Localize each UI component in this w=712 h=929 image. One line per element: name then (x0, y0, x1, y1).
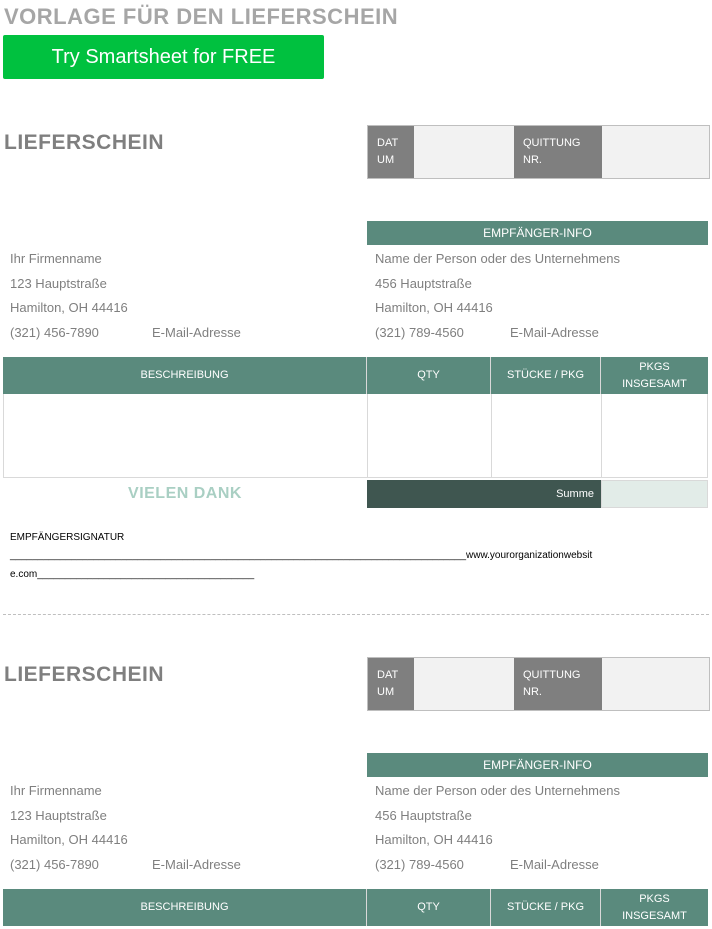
recipient-name[interactable]: Name der Person oder des Unternehmens (375, 783, 620, 798)
sender-phone[interactable]: (321) 456-7890 (10, 325, 99, 340)
signature-label: EMPFÄNGERSIGNATUR (10, 532, 125, 543)
date-label: DAT UM (368, 126, 414, 178)
sender-phone[interactable]: (321) 456-7890 (10, 857, 99, 872)
receipt-number-field[interactable] (602, 126, 709, 178)
pieces-cell[interactable] (492, 394, 602, 477)
signature-line-continued: e.com_______________________________________ (10, 569, 255, 580)
column-pieces-per-pkg: STÜCKE / PKG (491, 357, 601, 394)
meta-box (367, 657, 710, 711)
date-field[interactable] (414, 658, 514, 710)
recipient-email[interactable]: E-Mail-Adresse (510, 325, 599, 340)
date-label: DAT UM (368, 658, 414, 710)
column-description: BESCHREIBUNG (3, 889, 367, 926)
sender-company[interactable]: Ihr Firmenname (10, 783, 102, 798)
column-description: BESCHREIBUNG (3, 357, 367, 394)
sender-email[interactable]: E-Mail-Adresse (152, 857, 241, 872)
recipient-phone[interactable]: (321) 789-4560 (375, 325, 464, 340)
try-smartsheet-button[interactable]: Try Smartsheet for FREE (3, 35, 324, 79)
recipient-city[interactable]: Hamilton, OH 44416 (375, 832, 493, 847)
sum-field[interactable] (601, 480, 708, 508)
sender-street[interactable]: 123 Hauptstraße (10, 808, 107, 823)
column-qty: QTY (367, 889, 491, 926)
recipient-email[interactable]: E-Mail-Adresse (510, 857, 599, 872)
qty-cell[interactable] (368, 394, 492, 477)
recipient-street[interactable]: 456 Hauptstraße (375, 808, 472, 823)
description-cell[interactable] (4, 394, 368, 477)
receipt-label: QUITTUNG NR. (514, 658, 602, 710)
meta-box (367, 125, 710, 179)
delivery-slip-title: LIEFERSCHEIN (4, 663, 165, 686)
sender-city[interactable]: Hamilton, OH 44416 (10, 300, 128, 315)
recipient-street[interactable]: 456 Hauptstraße (375, 276, 472, 291)
column-total-pkgs: PKGS INSGESAMT (622, 892, 687, 922)
column-total-pkgs: PKGS INSGESAMT (622, 360, 687, 390)
recipient-city[interactable]: Hamilton, OH 44416 (375, 300, 493, 315)
sender-street[interactable]: 123 Hauptstraße (10, 276, 107, 291)
sender-city[interactable]: Hamilton, OH 44416 (10, 832, 128, 847)
date-field[interactable] (414, 126, 514, 178)
column-qty: QTY (367, 357, 491, 394)
page-title: VORLAGE FÜR DEN LIEFERSCHEIN (4, 4, 399, 29)
column-pieces-per-pkg: STÜCKE / PKG (491, 889, 601, 926)
cut-line (3, 614, 709, 615)
recipient-name[interactable]: Name der Person oder des Unternehmens (375, 251, 620, 266)
items-table-header (3, 357, 708, 394)
receipt-label: QUITTUNG NR. (514, 126, 602, 178)
recipient-phone[interactable]: (321) 789-4560 (375, 857, 464, 872)
receipt-number-field[interactable] (602, 658, 709, 710)
items-table-body (3, 394, 708, 478)
delivery-slip-title: LIEFERSCHEIN (4, 131, 165, 154)
signature-line[interactable]: __________________________________________________________________________________www.yourorganizationwebsit (10, 550, 593, 561)
total-pkgs-cell[interactable] (602, 394, 707, 477)
sender-email[interactable]: E-Mail-Adresse (152, 325, 241, 340)
recipient-info-header: EMPFÄNGER-INFO (367, 221, 708, 245)
sender-company[interactable]: Ihr Firmenname (10, 251, 102, 266)
recipient-info-header: EMPFÄNGER-INFO (367, 753, 708, 777)
thank-you-text: VIELEN DANK (128, 485, 242, 502)
items-table-header (3, 889, 708, 926)
sum-label: Summe (367, 480, 601, 508)
